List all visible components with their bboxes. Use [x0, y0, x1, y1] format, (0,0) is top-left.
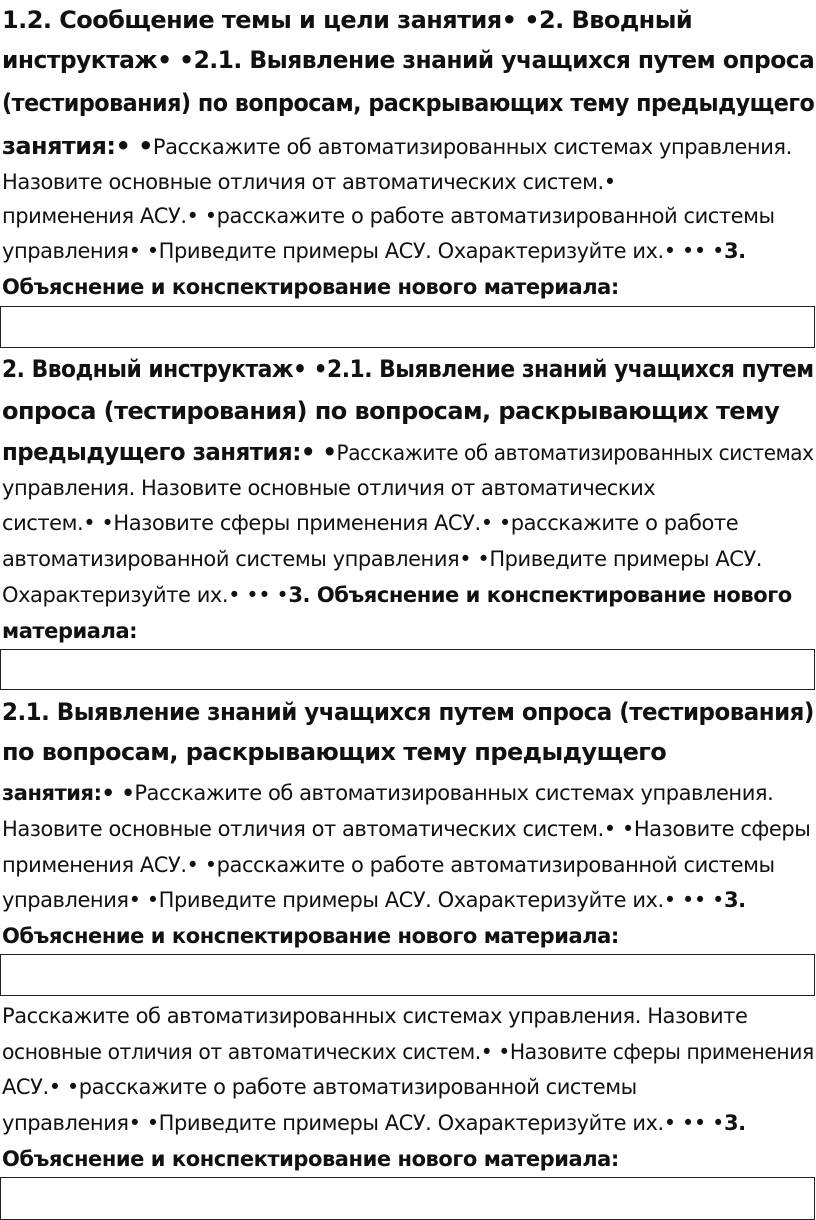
- segment: применения АСУ.• •расскажите о работе автоматизированной системы: [2, 204, 775, 228]
- s2-line-8: [2, 616, 137, 646]
- empty-cell-1: [0, 306, 815, 348]
- s1-line-1: [2, 5, 692, 35]
- segment: (тестирования) по вопросам, раскрывающих тему предыдущего: [2, 89, 815, 117]
- segment: 2.1. Выявление знаний учащихся путем опроса (тестирования): [2, 698, 814, 726]
- segment: 1.2. Сообщение темы и цели занятия• •2. Вводный: [2, 6, 693, 34]
- s3-line-3: [2, 778, 773, 808]
- segment: управления• •Приведите примеры АСУ. Охарактеризуйте их.• •• •: [2, 888, 724, 912]
- segment: Расскажите об автоматизированных системах управления. Назовите: [2, 1004, 748, 1028]
- segment: занятия:• •: [2, 132, 153, 160]
- segment: 3.: [723, 239, 746, 263]
- segment: Объяснение и конспектирование нового материала:: [2, 924, 619, 948]
- segment: занятия:• •: [2, 781, 135, 805]
- s1-line-2: [2, 45, 814, 75]
- s4-line-2: [2, 1037, 814, 1067]
- segment: управления• •Приведите примеры АСУ. Охарактеризуйте их.• •• •: [2, 239, 724, 263]
- segment: 3.: [723, 1111, 746, 1135]
- segment: Расскажите об автоматизированных системах управления.: [152, 135, 792, 159]
- s1-line-8: [2, 272, 619, 302]
- segment: Назовите основные отличия от автоматических систем.•: [2, 170, 616, 194]
- segment: материала:: [2, 619, 138, 643]
- segment: автоматизированной системы управления• •Приведите примеры АСУ.: [2, 547, 763, 571]
- s2-line-3: [2, 437, 814, 468]
- s2-line-7: [2, 580, 792, 610]
- s2-line-4: [2, 473, 655, 503]
- segment: управления• •Приведите примеры АСУ. Охарактеризуйте их.• •• •: [2, 1111, 724, 1135]
- s3-line-2: [2, 737, 666, 767]
- s4-line-4: [2, 1108, 746, 1138]
- segment: Объяснение и конспектирование нового материала:: [2, 1147, 619, 1171]
- s3-line-6: [2, 885, 746, 915]
- s1-line-4: [2, 131, 792, 162]
- s4-line-3: [2, 1072, 637, 1102]
- segment: 3. Объяснение и конспектирование нового: [288, 583, 792, 607]
- s2-line-1: [2, 354, 814, 384]
- s3-line-5: [2, 850, 775, 880]
- s2-line-5: [2, 508, 738, 538]
- segment: Расскажите об автоматизированных системах управления.: [134, 781, 774, 805]
- empty-cell-2: [0, 649, 815, 690]
- segment: управления. Назовите основные отличия от автоматических: [2, 476, 656, 500]
- s4-line-5: [2, 1144, 619, 1174]
- segment: по вопросам, раскрывающих тему предыдущего: [2, 738, 667, 766]
- s3-line-7: [2, 921, 619, 951]
- segment: опроса (тестирования) по вопросам, раскрывающих тему: [2, 397, 780, 425]
- s1-line-7: [2, 236, 746, 266]
- s3-line-1: [2, 697, 814, 727]
- segment: 2. Вводный инструктаж• •2.1. Выявление знаний учащихся путем: [2, 355, 814, 383]
- empty-cell-3: [0, 954, 815, 996]
- s2-line-6: [2, 544, 762, 574]
- segment: предыдущего занятия:• •: [2, 438, 337, 466]
- s3-line-4: [2, 814, 810, 844]
- segment: АСУ.• •расскажите о работе автоматизированной системы: [2, 1075, 637, 1099]
- segment: основные отличия от автоматических систем.• •Назовите сферы применения: [2, 1040, 814, 1064]
- segment: применения АСУ.• •расскажите о работе автоматизированной системы: [2, 853, 775, 877]
- s1-line-5: [2, 167, 616, 197]
- segment: 3.: [723, 888, 746, 912]
- s1-line-6: [2, 201, 775, 231]
- segment: инструктаж• •2.1. Выявление знаний учащихся путем опроса: [2, 46, 815, 74]
- segment: Объяснение и конспектирование нового материала:: [2, 275, 619, 299]
- s2-line-2: [2, 396, 779, 426]
- empty-cell-4: [0, 1177, 815, 1220]
- segment: Назовите основные отличия от автоматических систем.• •Назовите сферы: [2, 817, 811, 841]
- s4-line-1: [2, 1001, 747, 1031]
- segment: Охарактеризуйте их.• •• •: [2, 583, 289, 607]
- segment: систем.• •Назовите сферы применения АСУ.• •расскажите о работе: [2, 511, 739, 535]
- segment: Расскажите об автоматизированных системах: [336, 441, 814, 465]
- s1-line-3: [2, 88, 814, 118]
